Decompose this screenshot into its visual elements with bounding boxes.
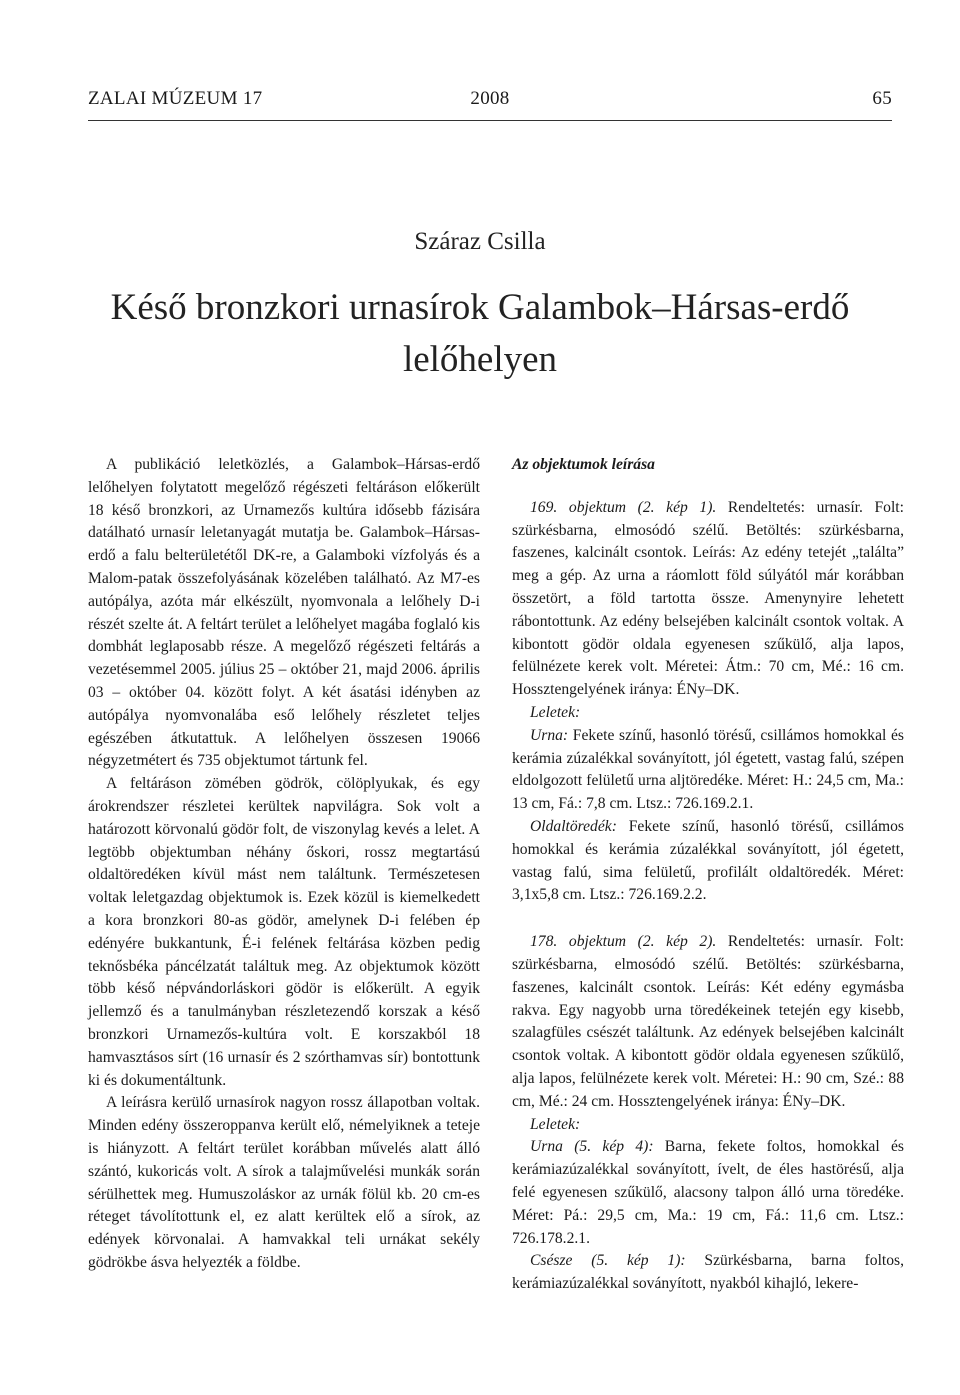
object-178-text: Rendeltetés: urnasír. Folt: szürkésbarna, elmosódó szélű. Betöltés: szürkésbarna, faszenes, kalcinált csontok. Leírás: Két edény egymásba rakva. Egy nagyobb urna töredékeinek tetején egy kisebb, szalagfüles csészét találtunk. Az edények belsejében kalcinált csontok voltak. A kibontott gödör oldala egyenesen szűkülő, alja lapos, felülnézete kerek volt. Méretei: H.: 90 cm, Szé.: 88 cm, Mé.: 24 cm. Hossztengelyének iránya: ÉNy–DK. xyxy=(512,933,904,1110)
object-178-label: 178. objektum (2. kép 2). xyxy=(530,933,717,951)
body-paragraph-3: A leírásra kerülő urnasírok nagyon rossz állapotban voltak. Minden edény összeroppanva került elő, némelyiknek a teteje is hiányzott. A feltárt terület korábban művelés alatt álló szántó, kukoricás volt. A sírok a talajművelési munkák során sérülhettek meg. Humuszoláskor az urnák fölül kb. 20 cm-es réteget távolítottunk el, ez alatt kerültek elő a sírok, az edények körvonalai. A hamvakkal teli urnákat sekély gödrökbe ásva helyezték a földbe. xyxy=(88,1094,480,1271)
journal-year: 2008 xyxy=(470,88,510,109)
urna-178-entry xyxy=(512,1136,904,1250)
urna-169-text: Fekete színű, hasonló törésű, csillámos homokkal és kerámia zúzalékkal soványított, jól égetett, vastag falú, szépen eldolgozott felületű urna aljtöredéke. Méret: H.: 24,5 cm, Ma.: 13 cm, Fá.: 7,8 cm. Ltsz.: 726.169.2.1. xyxy=(512,726,904,813)
urna-169-label: Urna: xyxy=(530,726,569,744)
journal-name: ZALAI MÚZEUM 17 xyxy=(88,88,263,109)
article-author: Száraz Csilla xyxy=(414,228,546,255)
left-column xyxy=(88,454,480,1275)
abstract-paragraph: A publikáció leletközlés, a Galambok–Hársas-erdő lelőhelyen folytatott megelőző régészeti feltáráson előkerült 18 késő bronzkori, az Urnamezős kultúra idősebb fázisára datálható urnasír leletanyagát mutatja be. Galambok–Hársas-erdő a falu belterületétől DK-re, a Galamboki vízfolyás és a Malom-patak összefolyásának közelében található. Az M7-es autópálya, azóta már elkészült, nyomvonala a lelőhely D-i részét szelte át. A feltárt terület a lelőhelyet magába foglaló kis dombhát leglaposabb része. A megelőző régészeti feltárás a vezetésemmel 2005. július 25 – október 21, majd 2006. április 03 – október 04. között folyt. A két ásatási idényben az autópálya nyomvonalába eső lelőhely részletet teljes egészében átkutattuk. A lelőhelyen összesen 19066 négyzetmétert és 735 objektumot tártunk fel. xyxy=(88,456,480,770)
csesze-178-text: Szürkésbarna, barna foltos, kerámiazúzalékkal soványított, nyakból kihajló, lekere- xyxy=(512,1252,904,1293)
right-column xyxy=(512,454,904,1296)
oldal-169-label: Oldaltöredék: xyxy=(530,817,617,835)
title-line-1: Késő bronzkori urnasírok Galambok–Hársas-erdő xyxy=(110,287,850,328)
title-line-2: lelőhelyen xyxy=(402,339,558,380)
object-169-entry xyxy=(512,497,904,702)
oldal-169-entry xyxy=(512,816,904,907)
article-title xyxy=(80,282,880,386)
entry-spacer xyxy=(512,907,904,931)
finds-heading-2: Leletek: xyxy=(530,1115,581,1133)
csesze-178-entry xyxy=(512,1250,904,1296)
finds-heading-1: Leletek: xyxy=(530,703,581,721)
urna-178-label: Urna (5. kép 4): xyxy=(530,1138,654,1156)
object-169-text: Rendeltetés: urnasír. Folt: szürkésbarna, elmosódó szélű. Betöltés: szürkésbarna, faszenes, kalcinált csontok. Leírás: Az edény tetejét „találta” meg a gép. Az urna a ráomlott föld súlyától már korábban összetört, a föld tartotta össze. Amenynyire lehetett rábontottunk. Az edény belsejében kalcinált csontok voltak. A kibontott gödör oldala egyenesen szűkülő, alja lapos, felülnézete kerek volt. Méretei: Átm.: 70 cm, Mé.: 16 cm. Hossztengelyének iránya: ÉNy–DK. xyxy=(512,498,904,699)
running-header xyxy=(88,88,892,118)
header-rule xyxy=(88,120,892,121)
object-178-entry xyxy=(512,931,904,1113)
urna-178-text: Barna, fekete foltos, homokkal és kerámiazúzalékkal soványított, ívelt, de éles hastörésű, alja felé egyenesen szűkülő, alacsony talpon álló urna töredéke. Méret: Pá.: 29,5 cm, Ma.: 19 cm, Fá.: 11,6 cm. Ltsz.: 726.178.2.1. xyxy=(512,1138,904,1247)
page-number: 65 xyxy=(872,88,892,109)
csesze-178-label: Csésze (5. kép 1): xyxy=(530,1252,686,1270)
oldal-169-text: Fekete színű, hasonló törésű, csillámos homokkal és kerámia zúzalékkal soványított, jól égetett, vastag falú, sima felületű, profilált oldaltöredék. Méret: 3,1x5,8 cm. Ltsz.: 726.169.2.2. xyxy=(512,817,904,904)
section-heading: Az objektumok leírása xyxy=(512,456,655,473)
object-169-label: 169. objektum (2. kép 1). xyxy=(530,498,717,516)
urna-169-entry xyxy=(512,725,904,816)
body-paragraph-2: A feltáráson zömében gödrök, cölöplyukak, és egy árokrendszer részletei kerültek napvilágra. Sok volt a határozott körvonalú gödör folt, de viszonylag kevés a lelet. A legtöbb objektumban néhány őskori, rossz megtartású oldaltöredéken kívül mást nem találtunk. Természetesen voltak leletgazdag objektumok is. Ezek közül is kiemelkedett a kora bronzkori 80-as gödör, amelynek D-i felében ép edényére bukkantunk, É-i felének feltárása közben pedig teknősbéka páncélzatát találtuk meg. Az objektumok között több késő népvándorláskori gödör is előkerült. A egyik jellemző és a tanulmányban részletezendő korszak a késő bronzkori Urnamezős-kultúra volt. E korszakból 18 hamvasztásos sírt (16 urnasír és 2 szórthamvas sír) bontottunk ki és dokumentáltunk. xyxy=(88,775,480,1089)
